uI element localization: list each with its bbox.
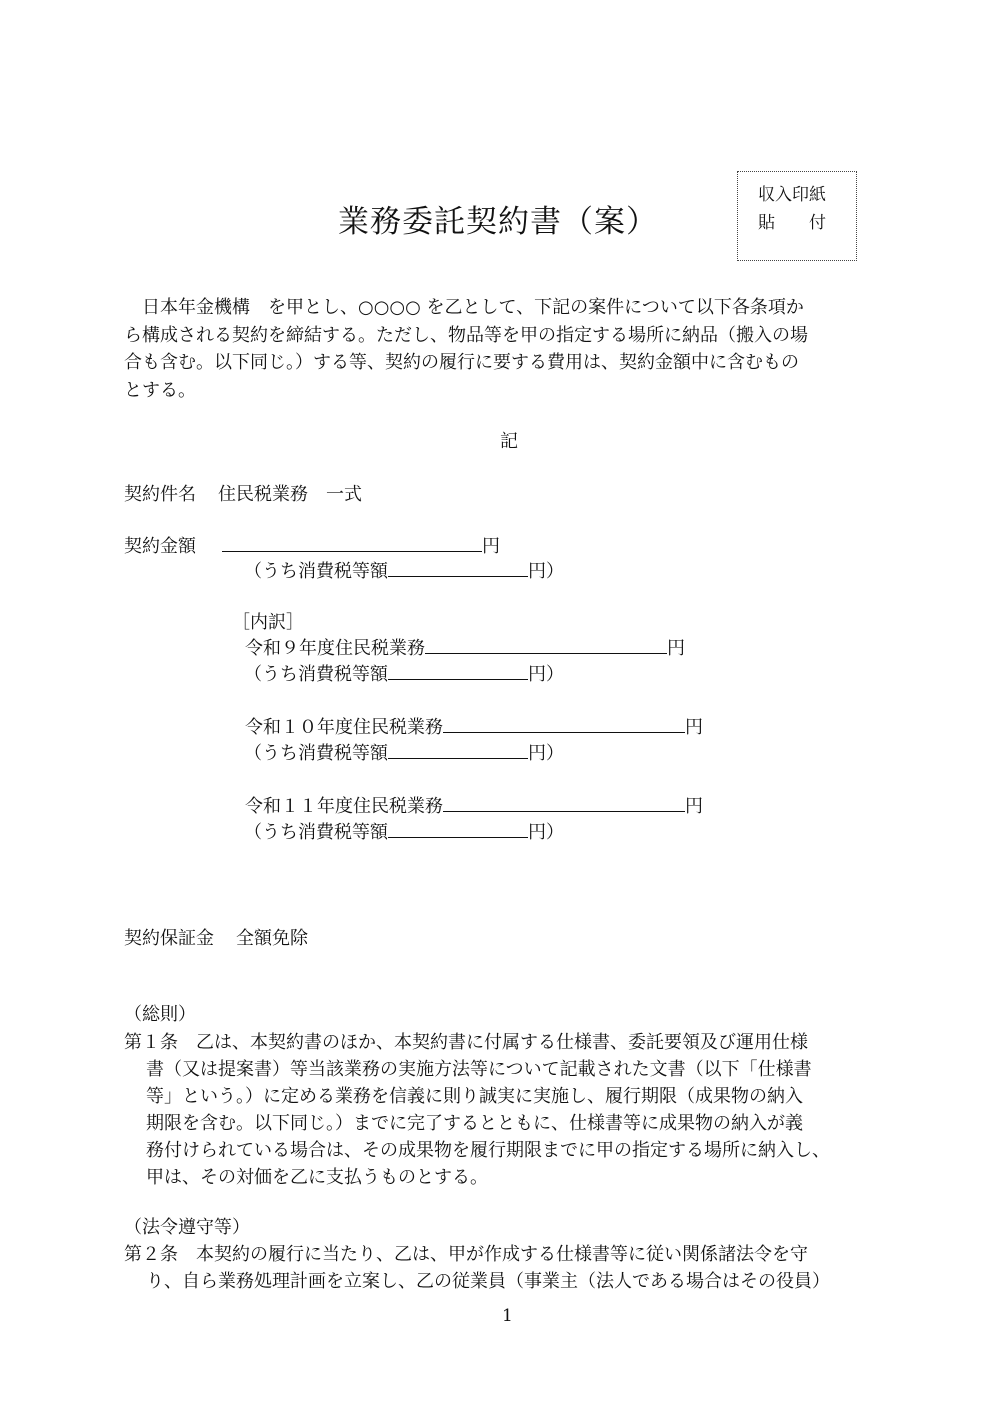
breakdown-item-name: 令和１１年度住民税業務 [245,796,443,817]
breakdown-item-unit: 円 [685,796,703,817]
article-line: 書（又は提案書）等当該業務の実施方法等について記載された文書（以下「仕様書 [146,1059,812,1080]
tax-blank [388,821,528,838]
contract-amount-label: 契約金額 [124,536,196,557]
preamble-line: 合も含む。以下同じ。）する等、契約の履行に要する費用は、契約金額中に含むもの [124,352,799,373]
breakdown-item-blank [443,716,685,733]
article-line: 務付けられている場合は、その成果物を履行期限までに甲の指定する場所に納入し、 [146,1140,830,1161]
deposit-label: 契約保証金 [124,928,214,949]
article-line: 甲は、その対価を乙に支払うものとする。 [146,1167,488,1188]
article-line: 期限を含む。以下同じ。）までに完了するとともに、仕様書等に成果物の納入が義 [146,1113,803,1134]
breakdown-tax-row [244,739,564,765]
stamp-label-line1: 収入印紙 [758,185,826,205]
deposit-row [124,924,308,950]
breakdown-item-blank [425,637,667,654]
article-heading: （総則） [124,1004,196,1025]
tax-suffix: 円） [528,561,564,582]
preamble-line: ら構成される契約を締結する。ただし、物品等を甲の指定する場所に納品（搬入の場 [124,325,808,346]
breakdown-item-unit: 円 [667,638,685,659]
breakdown-item-name: 令和９年度住民税業務 [245,638,425,659]
tax-blank [388,663,528,680]
contract-name-row [124,480,362,506]
breakdown-tax-row [244,660,564,686]
contract-name-value: 住民税業務 一式 [218,484,362,505]
breakdown-item-unit: 円 [685,717,703,738]
contract-amount-row [124,532,500,558]
article-line: り、自ら業務処理計画を立案し、乙の従業員（事業主（法人である場合はその役員） [146,1271,830,1292]
deposit-value: 全額免除 [236,928,308,949]
tax-suffix: 円） [528,743,564,764]
preamble-line: 日本年金機構 を甲とし、○○○○ を乙として、下記の案件について以下各条項か [124,297,804,318]
tax-blank [388,560,528,577]
breakdown-label: ［内訳］ [232,612,304,633]
tax-blank [388,742,528,759]
article-line: 第１条 乙は、本契約書のほか、本契約書に付属する仕様書、委託要領及び運用仕様 [124,1032,808,1053]
contract-amount-blank [222,535,482,552]
tax-prefix: （うち消費税等額 [244,822,388,843]
contract-tax-row [244,557,564,583]
document-title: 業務委託契約書（案） [338,204,658,240]
breakdown-item-row [245,713,703,739]
ki-heading: 記 [500,431,518,452]
tax-prefix: （うち消費税等額 [244,664,388,685]
breakdown-tax-row [244,818,564,844]
article-line: 等」という。）に定める業務を信義に則り誠実に実施し、履行期限（成果物の納入 [146,1086,803,1107]
contract-amount-unit: 円 [482,536,500,557]
breakdown-item-row [245,792,703,818]
tax-prefix: （うち消費税等額 [244,743,388,764]
stamp-label-line2: 貼 付 [758,213,826,233]
tax-suffix: 円） [528,664,564,685]
breakdown-item-name: 令和１０年度住民税業務 [245,717,443,738]
tax-prefix: （うち消費税等額 [244,561,388,582]
preamble-line: とする。 [124,380,196,401]
page-number: 1 [502,1306,513,1326]
article-heading: （法令遵守等） [124,1217,250,1238]
contract-name-label: 契約件名 [124,484,196,505]
revenue-stamp-box [737,171,857,261]
article-line: 第２条 本契約の履行に当たり、乙は、甲が作成する仕様書等に従い関係諸法令を守 [124,1244,808,1265]
breakdown-item-blank [443,795,685,812]
tax-suffix: 円） [528,822,564,843]
breakdown-item-row [245,634,685,660]
